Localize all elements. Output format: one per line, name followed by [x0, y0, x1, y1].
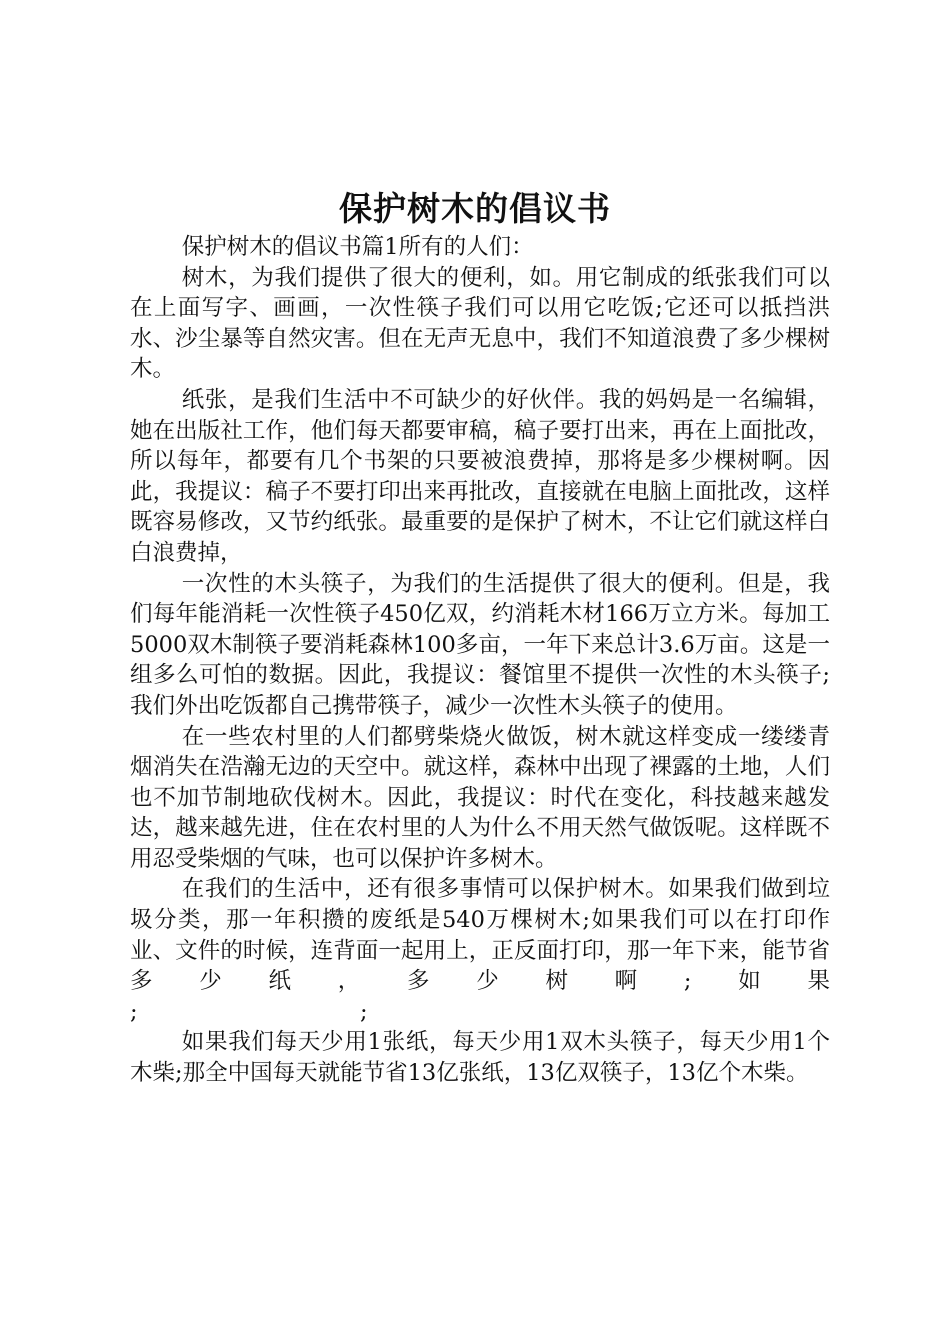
document-body	[130, 232, 830, 1089]
paragraph-recycling: 在我们的生活中，还有很多事情可以保护树木。如果我们做到垃圾分类，那一年积攒的废纸是540万棵树木;如果我们可以在打印作业、文件的时候，连背面一起用上，正反面打印，那一年下来，能节省多少纸，多少树啊;如果	[130, 876, 830, 995]
paragraph-chopsticks: 一次性的木头筷子，为我们的生活提供了很大的便利。但是，我们每年能消耗一次性筷子450亿双，约消耗木材166万立方米。每加工5000双木制筷子要消耗森林100多亩，一年下来总计3.6万亩。这是一组多么可怕的数据。因此，我提议：餐馆里不提供一次性的木头筷子;我们外出吃饭都自己携带筷子，减少一次性木头筷子的使用。	[130, 570, 830, 719]
paragraph-trees: 树木，为我们提供了很大的便利，如。用它制成的纸张我们可以在上面写字、画画，一次性筷子我们可以用它吃饭;它还可以抵挡洪水、沙尘暴等自然灾害。但在无声无息中，我们不知道浪费了多少棵树木。	[130, 264, 830, 383]
paragraph-paper: 纸张，是我们生活中不可缺少的好伙伴。我的妈妈是一名编辑，她在出版社工作，他们每天都要审稿，稿子要打出来，再在上面批改，所以每年，都要有几个书架的只要被浪费掉，那将是多少棵树啊。因此，我提议：稿子不要打印出来再批改，直接就在电脑上面批改，这样既容易修改，又节约纸张。最重要的是保护了树木，不让它们就这样白白浪费掉，	[130, 386, 830, 566]
paragraph-conclusion: 如果我们每天少用1张纸，每天少用1双木头筷子，每天少用1个木柴;那全中国每天就能节省13亿张纸，13亿双筷子，13亿个木柴。	[130, 1029, 830, 1087]
semicolon-mark: ;	[130, 998, 138, 1025]
semicolon-mark: ;	[360, 998, 368, 1025]
paragraph-intro: 保护树木的倡议书篇1所有的人们：	[181, 234, 534, 260]
paragraph-firewood: 在一些农村里的人们都劈柴烧火做饭，树木就这样变成一缕缕青烟消失在浩瀚无边的天空中。就这样，森林中出现了裸露的土地，人们也不加节制地砍伐树木。因此，我提议：时代在变化，科技越来越发达，越来越先进，住在农村里的人为什么不用天然气做饭呢。这样既不用忍受柴烟的气味，也可以保护许多树木。	[130, 723, 830, 872]
semicolon-line	[130, 997, 830, 1028]
document-title: 保护树木的倡议书	[339, 189, 611, 228]
